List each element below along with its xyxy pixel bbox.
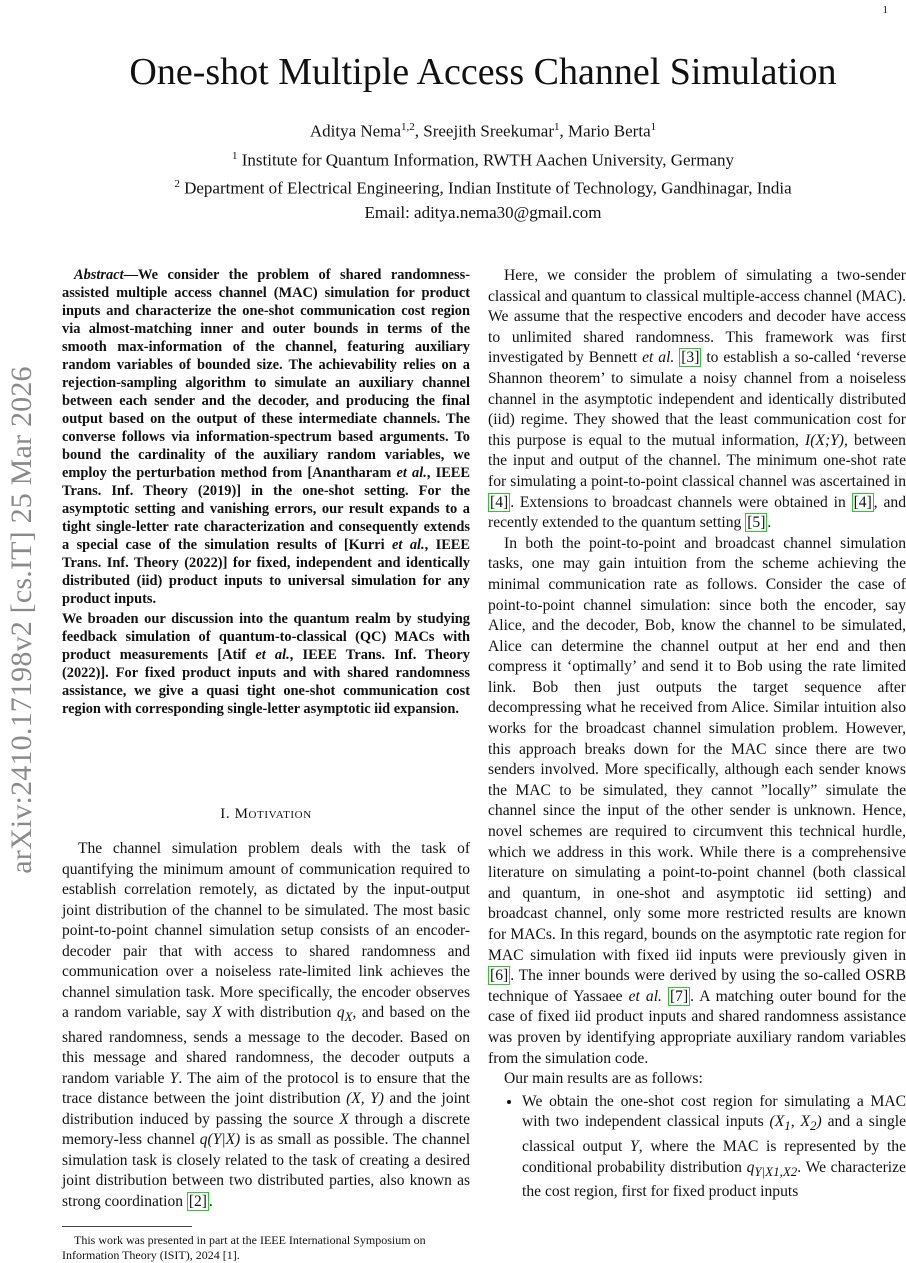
math-part: ) (816, 1113, 822, 1131)
citation-link[interactable]: [3] (681, 349, 700, 367)
results-list (488, 1092, 906, 1203)
body-text: , and recently extended to the quantum setting (488, 493, 906, 532)
abstract-paragraph-2 (62, 610, 470, 718)
citation-link[interactable]: [4] (853, 493, 872, 511)
affiliation-1-mark: 1 (231, 149, 238, 162)
body-text: We obtain the one-shot cost region for simulating a MAC with two independent classical inputs (522, 1092, 906, 1131)
math-var: Y (630, 1138, 639, 1156)
math-part: , X (790, 1113, 811, 1131)
section-title: Motivation (234, 806, 312, 822)
footnote-divider (62, 1226, 192, 1227)
citation-link[interactable]: [7] (669, 987, 689, 1005)
body-text: . (767, 514, 772, 532)
intro-paragraph-1 (488, 266, 906, 534)
abstract-etal: et al. (255, 647, 290, 663)
affiliation-2 (60, 172, 906, 201)
abstract-text: We broaden our discussion into the quantum realm by studying feedback simulation of quantum-to-classical (QC) MACs with product measurements [Atif (62, 611, 470, 663)
citation-link[interactable]: [5] (747, 514, 766, 532)
author-3: , Mario Berta (559, 121, 651, 141)
author-3-affil: 1 (650, 121, 657, 133)
math-var: X (212, 1004, 222, 1021)
abstract-paragraph-1 (62, 266, 470, 608)
citation-link[interactable]: [6] (490, 967, 509, 985)
math-expr: (X, Y) (346, 1090, 384, 1108)
paper-title: One-shot Multiple Access Channel Simulation (129, 51, 837, 93)
body-text: The channel simulation problem deals with the task of quantifying the minimum amount of communication required to establish correlation remotely, as dictated by the input-output joint distribution of the channel to be simulated. The most basic point-to-point channel simulation setup consists of an encoder-decoder pair that with access to shared randomness and communication over a noiseless rate-limited link achieves the channel simulation task. More specifically, the encoder observes a random variable, say (62, 840, 470, 1021)
author-block (60, 115, 906, 225)
math-part: (X (769, 1113, 785, 1131)
math-expr (769, 1113, 822, 1134)
body-text: and the joint distribution induced by passing the source (62, 1090, 470, 1128)
intro-paragraph-2 (488, 534, 906, 1069)
motivation-paragraph (62, 839, 470, 1212)
math-var: q (336, 1004, 345, 1021)
affiliation-1-text: Institute for Quantum Information, RWTH Aachen University, Germany (237, 150, 734, 170)
body-text: . (208, 1192, 213, 1210)
etal: et al. (628, 987, 662, 1005)
affiliation-2-text: Department of Electrical Engineering, Indian Institute of Technology, Gandhinagar, India (179, 178, 792, 198)
arxiv-identifier[interactable]: arXiv:2410.17198v2 [cs.IT] 25 Mar 2026 (5, 366, 39, 874)
right-column (488, 266, 906, 1203)
abstract-etal: et al. (396, 465, 427, 481)
abstract-label: Abstract (74, 267, 124, 283)
list-item (522, 1092, 906, 1203)
body-text: with distribution (221, 1004, 337, 1021)
abstract-text: , IEEE Trans. Inf. Theory (2022)] for fixed, independent and identically distributed (iid) product inputs to universal simulation for any product inputs. (62, 537, 471, 607)
affiliation-2-mark: 2 (174, 178, 180, 191)
affiliation-1 (60, 144, 906, 173)
abstract-text: —We consider the problem of shared randomness-assisted multiple access channel (MAC) simulation for product inputs and characterize the one-shot communication cost region via almost-matching inner and outer bounds in terms of the smooth max-information of the channel, featuring auxiliary random variables of bounded size. The achievability relies on a rejection-sampling algorithm to simulate an auxiliary channel between each sender and the decoder, and producing the final output based on the output of these intermediate channels. The converse follows via information-spectrum based arguments. To bound the cardinality of the auxiliary random variables, we employ the perturbation method from [Anantharam (62, 267, 470, 481)
body-text: , and based on the shared randomness, sends a message to the decoder. Based on this message and shared randomness, the decoder outputs a random variable (62, 1004, 470, 1087)
body-text: through a discrete memory-less channel (62, 1110, 470, 1149)
body-text: . The aim of the protocol is to ensure that the trace distance between the joint distribution (62, 1069, 470, 1108)
math-subscript: X (344, 1009, 353, 1025)
math-subscript: Y|X1,X2 (754, 1163, 798, 1179)
author-1: Aditya Nema (309, 121, 401, 141)
section-heading (62, 806, 470, 823)
abstract-text: , IEEE Trans. Inf. Theory (2022)]. For fixed product inputs and with shared randomness assistance, we give a quasi tight one-shot communication cost region with corresponding single-letter asymptotic iid expansion. (62, 647, 470, 717)
footnote: This work was presented in part at the IEEE International Symposium on Information Theory (ISIT), 2024 [1]. (62, 1233, 426, 1263)
math-var: q (746, 1158, 755, 1176)
abstract-text: , IEEE Trans. Inf. Theory (2019)] in the one-shot setting. For the asymptotic setting and vanishing errors, our result expands to a tight single-letter rate characterization and consequently extends a special case of the simulation results of [Kurri (62, 465, 470, 553)
body-text: Here, we consider the problem of simulating a two-sender classical and quantum to classical multiple-access channel (MAC). We assume that the respective encoders and decoder have access to unlimited shared randomness. This framework was first investigated by Bennett (488, 267, 906, 367)
math-expr: q(Y|X) (199, 1131, 241, 1149)
author-email: Email: aditya.nema30@gmail.com (364, 202, 602, 222)
math-subscript: 2 (810, 1118, 817, 1134)
page-number: 1 (882, 4, 888, 16)
math-subscript: 1 (784, 1118, 791, 1134)
abstract-etal: et al. (392, 537, 425, 553)
results-intro: Our main results are as follows: (504, 1070, 703, 1088)
body-text: . A matching outer bound for the case of fixed iid product inputs and shared randomness assistance was proven by identifying appropriate auxiliary random variables from the simulation code. (488, 987, 906, 1067)
arxiv-stamp (2, 320, 42, 920)
body-text: In both the point-to-point and broadcast channel simulation tasks, one may gain intuition from the scheme achieving the minimal communication rate as follows. Consider the case of point-to-point channel simulation: since both the encoder, say Alice, and the decoder, Bob, know the channel to be simulated, Alice can determine the channel output at her end and then compress it ‘optimally’ and send it to Bob using the rate limited link. Bob then just outputs the target sequence after decompressing what he received from Alice. Similar intuition also works for the broadcast channel simulation problem. However, this approach breaks down for the MAC since there are two senders involved. More specifically, although each sender knows the MAC to be simulated, they cannot ”locally” simulate the channel since the input of the other sender is unknown. Hence, novel schemes are required to circumvent this technical hurdle, which we address in this work. While there is a comprehensive literature on simulating a point-to-point channel (both classical and quantum, in one-shot and asymptotic iid setting) and broadcast channel, only some more restricted results are known for MACs. In this regard, bounds on the asymptotic rate region for MAC simulation with fixed iid inputs were previously given in (488, 534, 906, 964)
body-text: to establish a so-called ‘reverse Shannon theorem’ to simulate a noisy channel from a noiseless channel in the asymptotic independent and identically distributed (iid) regime. They showed that the least communication cost for this purpose is equal to the mutual information, (488, 349, 906, 449)
body-text: . Extensions to broadcast channels were obtained in (510, 493, 852, 511)
etal: et al. (642, 349, 675, 367)
body-text: , where the MAC is represented by the conditional probability distribution (522, 1138, 906, 1176)
body-text: is as small as possible. The channel simulation task is closely related to the task of creating a desired joint distribution between two distributed parties, also known as strong coordination (62, 1131, 471, 1210)
math-var: X (339, 1110, 349, 1128)
author-names (60, 115, 906, 144)
body-text: . The inner bounds were derived by using the so-called OSRB technique of Yassaee (488, 967, 906, 1005)
citation-link[interactable]: [4] (490, 493, 509, 511)
body-text: . We characterize the cost region, first for fixed product inputs (522, 1158, 906, 1201)
math-expr: I(X;Y) (805, 431, 845, 449)
author-1-affil: 1,2 (400, 121, 415, 133)
body-text: , between the input and output of the channel. The minimum one-shot rate for simulating a point-to-point classical channel was ascertained in (488, 431, 906, 490)
math-var: Y (169, 1069, 179, 1087)
left-column (62, 266, 470, 1263)
body-text: and a single classical output (522, 1113, 906, 1156)
section-number: I. (220, 806, 231, 822)
author-2: , Sreejith Sreekumar (414, 121, 554, 141)
citation-link[interactable]: [2] (188, 1192, 207, 1210)
author-2-affil: 1 (554, 121, 560, 133)
